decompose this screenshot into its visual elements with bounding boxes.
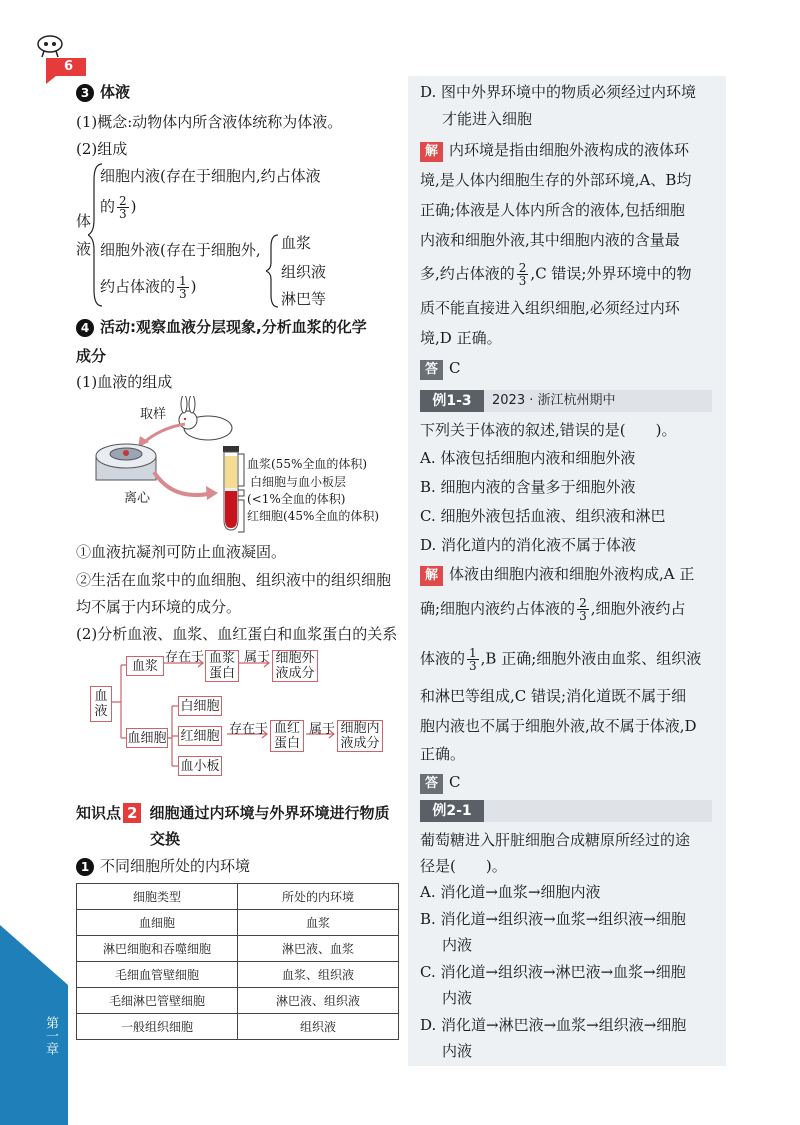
fraction: $\frac{2}{3}$	[579, 596, 587, 623]
solution-2-line-2: 确;细胞内液约占体液的 $\frac{2}{3}$ ,细胞外液约占	[420, 596, 686, 623]
flow-node-ecf-component: 细胞外液成分	[272, 650, 318, 682]
arrow-centrifuge-curve	[150, 466, 222, 506]
figure-label-rbc: 红细胞(45%全血的体积)	[247, 509, 380, 523]
chapter-label: 第一章	[43, 1016, 58, 1055]
question-2-1-option-b-cont: 内液	[442, 936, 473, 954]
example-1-3-header	[420, 390, 712, 412]
section-title: 体液	[100, 83, 131, 101]
solution-2-line-3: 体液的 $\frac{1}{3}$ ,B 正确;细胞外液由血浆、组织液	[420, 646, 702, 673]
table-header-row	[77, 884, 399, 910]
flow-node-blood-cells: 血细胞	[126, 728, 168, 748]
flow-node-hemoglobin: 血红蛋白	[270, 720, 304, 752]
flow-label-belongs-1: 属于	[244, 650, 271, 665]
extracellular-brace	[266, 232, 280, 310]
question-2-1-option-b: B. 消化道→组织液→血浆→组织液→细胞	[420, 910, 686, 928]
intracellular-line-2: 的 $\frac{2}{3}$ )	[100, 194, 137, 221]
solution-1-line-1: 解 内环境是指由细胞外液构成的液体环	[420, 140, 689, 162]
solution-2-line-4: 和淋巴等组成,C 错误;消化道既不属于细	[420, 687, 687, 705]
note-2-line-1: ②生活在血浆中的血细胞、组织液中的组织细胞	[76, 571, 392, 589]
section-number: 3	[76, 84, 94, 102]
example-tag: 例2-1	[420, 800, 484, 822]
table-header: 细胞类型	[77, 884, 238, 910]
question-1-3-option-c: C. 细胞外液包括血液、组织液和淋巴	[420, 507, 666, 525]
flow-label-belongs-2: 属于	[309, 722, 336, 737]
question-2-1-option-c: C. 消化道→组织液→淋巴液→血浆→细胞	[420, 963, 686, 981]
example-tag: 例1-3	[420, 390, 484, 412]
flow-node-plasma-protein: 血浆蛋白	[205, 650, 239, 682]
question-1-3-option-b: B. 细胞内液的含量多于细胞外液	[420, 478, 636, 496]
ext-item-plasma: 血浆	[281, 234, 312, 252]
solution-2-line-6: 正确。	[420, 745, 466, 763]
blood-composition-heading: (1)血液的组成	[76, 373, 173, 391]
flow-node-icf-component: 细胞内液成分	[337, 720, 383, 752]
solution-1-line-7: 境,D 正确。	[420, 329, 502, 347]
knowledge-point-2-title-cont: 交换	[150, 830, 181, 848]
figure-label-sample: 取样	[140, 407, 167, 422]
page-number: 6	[64, 59, 74, 74]
body-fluid-char-2: 液	[76, 240, 92, 258]
ext-item-lymph: 淋巴等	[281, 290, 327, 308]
solution-1-line-6: 质不能直接进入组织细胞,必须经过内环	[420, 299, 680, 317]
figure-label-plasma: 血浆(55%全血的体积)	[247, 457, 368, 471]
table-row: 毛细淋巴管壁细胞 淋巴液、组织液	[77, 988, 399, 1014]
solution-2-line-5: 胞内液也不属于细胞外液,故不属于体液,D	[420, 717, 697, 735]
note-2-line-2: 均不属于内环境的成分。	[76, 598, 242, 616]
figure-label-centrifuge: 离心	[124, 491, 151, 506]
answer-badge: 答	[420, 774, 443, 794]
question-1-3-option-d: D. 消化道内的消化液不属于体液	[420, 536, 637, 554]
figure-label-wbc-volume: (<1%全血的体积)	[247, 492, 346, 506]
fraction: $\frac{2}{3}$	[518, 261, 527, 288]
knowledge-point-2-title: 知识点 2 细胞通过内环境与外界环境进行物质	[76, 804, 390, 822]
question-2-1-line-1: 葡萄糖进入肝脏细胞合成糖原所经过的途	[420, 831, 691, 849]
flow-node-rbc: 红细胞	[178, 726, 222, 746]
fraction: $\frac{2}{3}$	[119, 194, 127, 221]
relation-heading: (2)分析血液、血浆、血红蛋白和血浆蛋白的关系	[76, 625, 398, 643]
flow-node-blood: 血液	[90, 686, 112, 722]
table-header: 所处的内环境	[238, 884, 399, 910]
section-3-title	[76, 82, 130, 102]
fraction: $\frac{1}{3}$	[469, 646, 477, 673]
table-row: 毛细血管壁细胞 血浆、组织液	[77, 962, 399, 988]
body-fluid-char-1: 体	[76, 212, 92, 230]
section-4-title: 4 活动:观察血液分层现象,分析血浆的化学	[76, 317, 367, 337]
question-2-1-option-a: A. 消化道→血浆→细胞内液	[420, 883, 601, 901]
extracellular-line-2: 约占体液的 $\frac{1}{3}$ )	[100, 274, 197, 301]
flow-node-platelet: 血小板	[178, 756, 222, 776]
solution-badge: 解	[420, 566, 443, 586]
question-1-3-option-a: A. 体液包括细胞内液和细胞外液	[420, 449, 636, 467]
flow-label-exists-in-1: 存在于	[165, 650, 205, 665]
note-1: ①血液抗凝剂可防止血液凝固。	[76, 543, 287, 561]
composition-heading: (2)组成	[76, 140, 128, 158]
fraction: $\frac{1}{3}$	[179, 274, 187, 301]
mascot-icon	[36, 34, 64, 58]
extracellular-line-1: 细胞外液(存在于细胞外,	[100, 241, 261, 259]
table-row: 淋巴细胞和吞噬细胞 淋巴液、血浆	[77, 936, 399, 962]
question-2-1-option-c-cont: 内液	[442, 989, 473, 1007]
question-2-1-option-d: D. 消化道→淋巴液→血浆→组织液→细胞	[420, 1016, 687, 1034]
answer-1: 答 C	[420, 358, 461, 380]
question-1-3: 下列关于体液的叙述,错误的是( )。	[420, 421, 677, 439]
solution-badge: 解	[420, 142, 443, 162]
answer-2: 答 C	[420, 772, 461, 794]
table-row: 一般组织细胞 组织液	[77, 1014, 399, 1040]
example-source: 2023 · 浙江杭州期中	[492, 393, 616, 408]
option-d-line-1: D. 图中外界环境中的物质必须经过内环境	[420, 83, 697, 101]
intracellular-line-1: 细胞内液(存在于细胞内,约占体液	[100, 167, 321, 185]
concept-text: (1)概念:动物体内所含液体统称为体液。	[76, 113, 343, 131]
solution-2-line-1: 解 体液由细胞内液和细胞外液构成,A 正	[420, 564, 694, 586]
ext-item-tissue-fluid: 组织液	[281, 263, 327, 281]
table-row: 血细胞 血浆	[77, 910, 399, 936]
flow-label-exists-in-2: 存在于	[229, 722, 269, 737]
question-2-1-line-2: 径是( )。	[420, 857, 507, 875]
question-2-1-option-d-cont: 内液	[442, 1042, 473, 1060]
option-d-line-2: 才能进入细胞	[442, 110, 533, 128]
flow-node-wbc: 白细胞	[178, 696, 222, 716]
page-number-ribbon	[46, 76, 56, 84]
solution-1-line-3: 正确;体液是人体内所含的液体,包括细胞	[420, 201, 685, 219]
subsection-1-title: 1 不同细胞所处的内环境	[76, 856, 250, 876]
answer-badge: 答	[420, 360, 443, 380]
example-2-1-header	[420, 800, 712, 822]
cell-environment-table	[76, 883, 399, 1040]
solution-1-line-2: 境,是人体内细胞生存的外部环境,A、B均	[420, 171, 692, 189]
solution-1-line-5: 多,约占体液的 $\frac{2}{3}$ ,C 错误;外界环境中的物	[420, 261, 692, 288]
section-4-title-cont: 成分	[76, 347, 107, 365]
figure-label-wbc: 白细胞与血小板层	[250, 475, 347, 489]
knowledge-point-number: 2	[123, 803, 141, 823]
solution-1-line-4: 内液和细胞外液,其中细胞内液的含量最	[420, 231, 680, 249]
flow-node-plasma: 血浆	[126, 656, 164, 676]
